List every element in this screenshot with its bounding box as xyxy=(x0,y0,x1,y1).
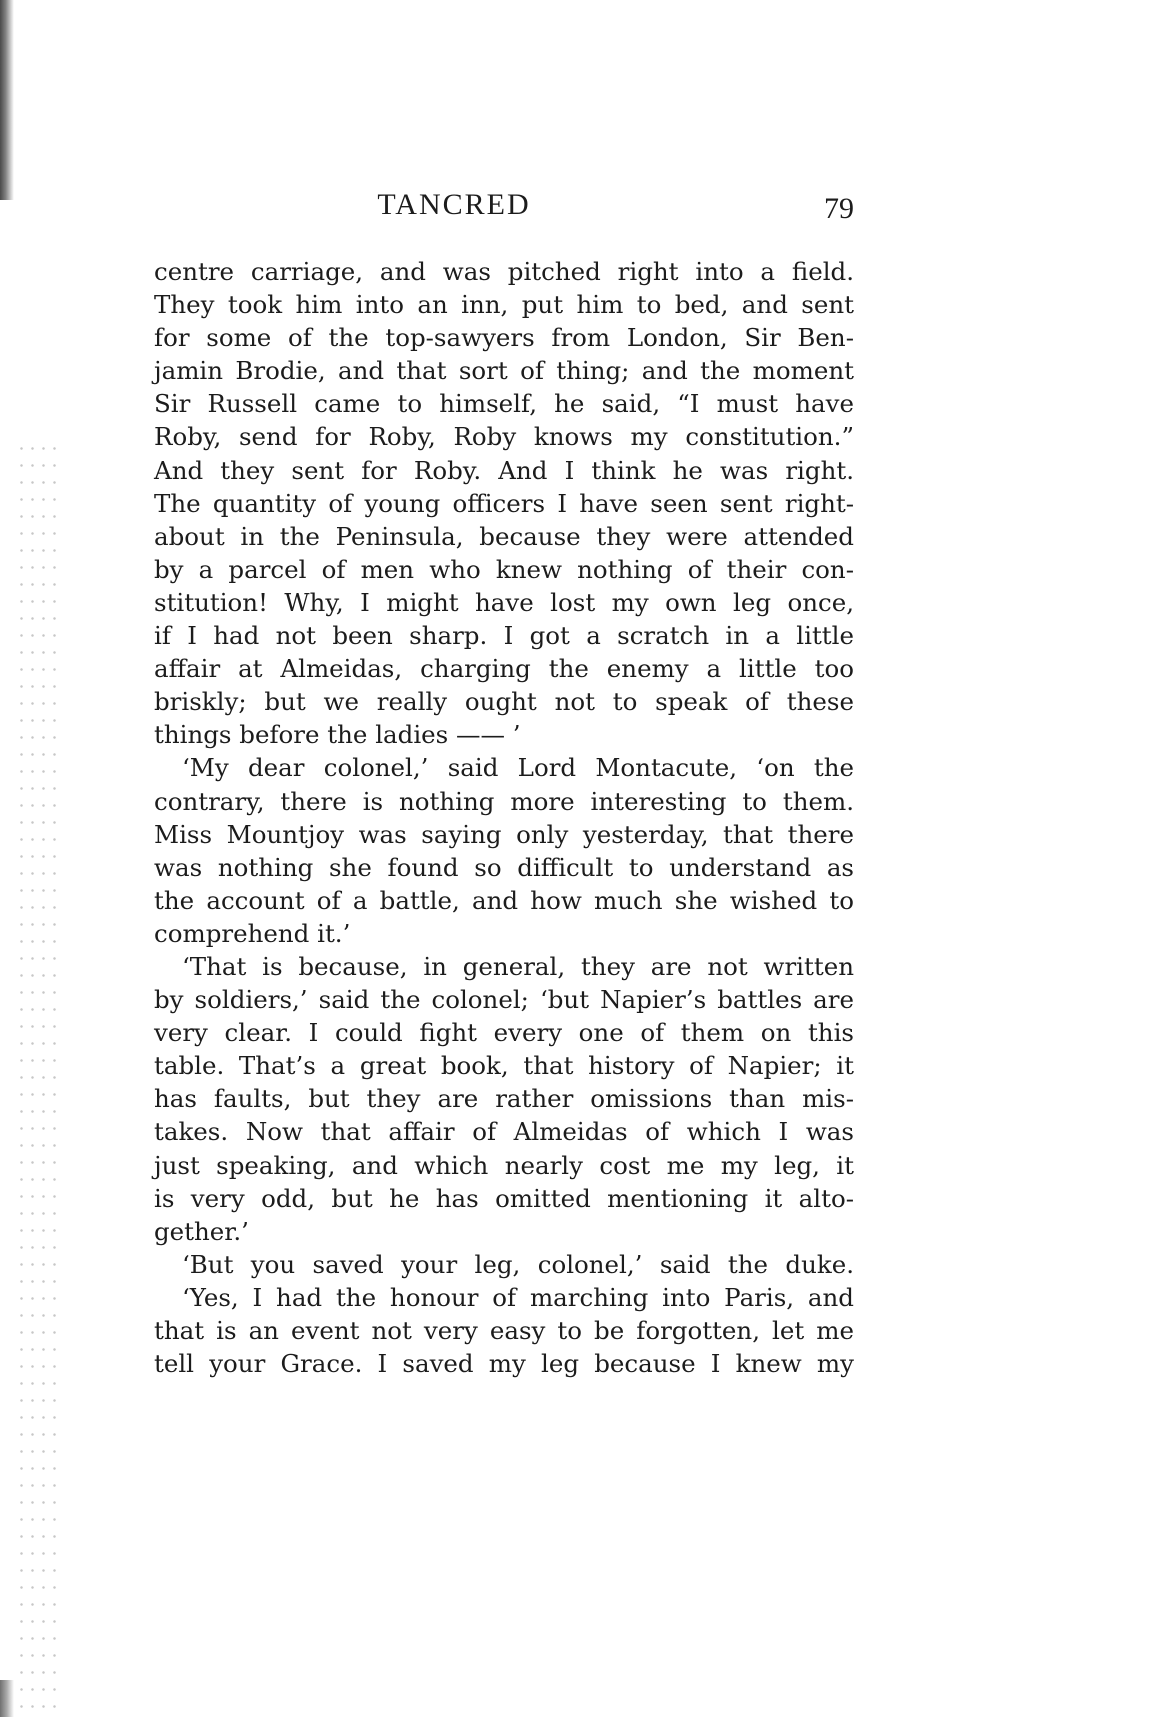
text-line: stitution! Why, I might have lost my own leg once, xyxy=(154,587,854,617)
text-line: about in the Peninsula, because they were attended xyxy=(154,521,854,551)
text-line: tell your Grace. I saved my leg because I knew my xyxy=(154,1349,854,1379)
text-line: The quantity of young officers I have seen sent right- xyxy=(154,488,854,518)
text-line: And they sent for Roby. And I think he was right. xyxy=(154,455,854,485)
text-line: the account of a battle, and how much she wished to xyxy=(154,885,854,915)
text-line: ‘But you saved your leg, colonel,’ said the duke. xyxy=(182,1249,854,1279)
text-line: gether.’ xyxy=(154,1216,249,1246)
text-line: jamin Brodie, and that sort of thing; and the moment xyxy=(154,356,854,386)
text-line: by soldiers,’ said the colonel; ‘but Napier’s battles are xyxy=(154,985,854,1015)
body-text xyxy=(154,255,854,1380)
text-line: ‘That is because, in general, they are not written xyxy=(182,951,854,981)
binding-shadow xyxy=(0,0,14,200)
text-line: is very odd, but he has omitted mentioning it alto- xyxy=(154,1183,854,1213)
text-line: ‘My dear colonel,’ said Lord Montacute, ‘on the xyxy=(182,753,854,783)
text-line: takes. Now that affair of Almeidas of which I was xyxy=(154,1117,854,1147)
running-head-title: TANCRED xyxy=(377,188,531,221)
text-line: things before the ladies —— ’ xyxy=(154,720,521,750)
text-line: has faults, but they are rather omissions than mis- xyxy=(154,1084,854,1114)
running-head xyxy=(154,188,854,228)
text-line: Sir Russell came to himself, he said, “I must have xyxy=(154,389,854,419)
text-line: affair at Almeidas, charging the enemy a little too xyxy=(154,654,854,684)
text-line: if I had not been sharp. I got a scratch in a little xyxy=(154,621,854,651)
text-line: centre carriage, and was pitched right into a field. xyxy=(154,257,854,286)
text-line: Roby, send for Roby, Roby knows my constitution.” xyxy=(154,422,854,452)
text-line: that is an event not very easy to be forgotten, let me xyxy=(154,1316,854,1345)
text-line: They took him into an inn, put him to bed, and sent xyxy=(154,290,854,320)
text-line: comprehend it.’ xyxy=(154,918,351,948)
binding-specks xyxy=(16,440,56,1710)
text-line: Miss Mountjoy was saying only yesterday, that there xyxy=(154,819,854,849)
text-line: table. That’s a great book, that history of Napier; it xyxy=(154,1051,854,1081)
text-line: contrary, there is nothing more interesting to them. xyxy=(154,786,854,816)
page-number: 79 xyxy=(824,192,854,225)
text-line: was nothing she found so difficult to understand as xyxy=(154,852,854,882)
text-line: for some of the top-sawyers from London, Sir Ben- xyxy=(154,323,854,353)
text-line: just speaking, and which nearly cost me my leg, it xyxy=(154,1150,854,1180)
text-line: by a parcel of men who knew nothing of their con- xyxy=(154,554,854,584)
text-line: briskly; but we really ought not to speak of these xyxy=(154,687,854,717)
text-line: ‘Yes, I had the honour of marching into Paris, and xyxy=(182,1282,854,1312)
binding-shadow-bottom xyxy=(0,1680,14,1717)
text-line: very clear. I could fight every one of them on this xyxy=(154,1018,854,1048)
